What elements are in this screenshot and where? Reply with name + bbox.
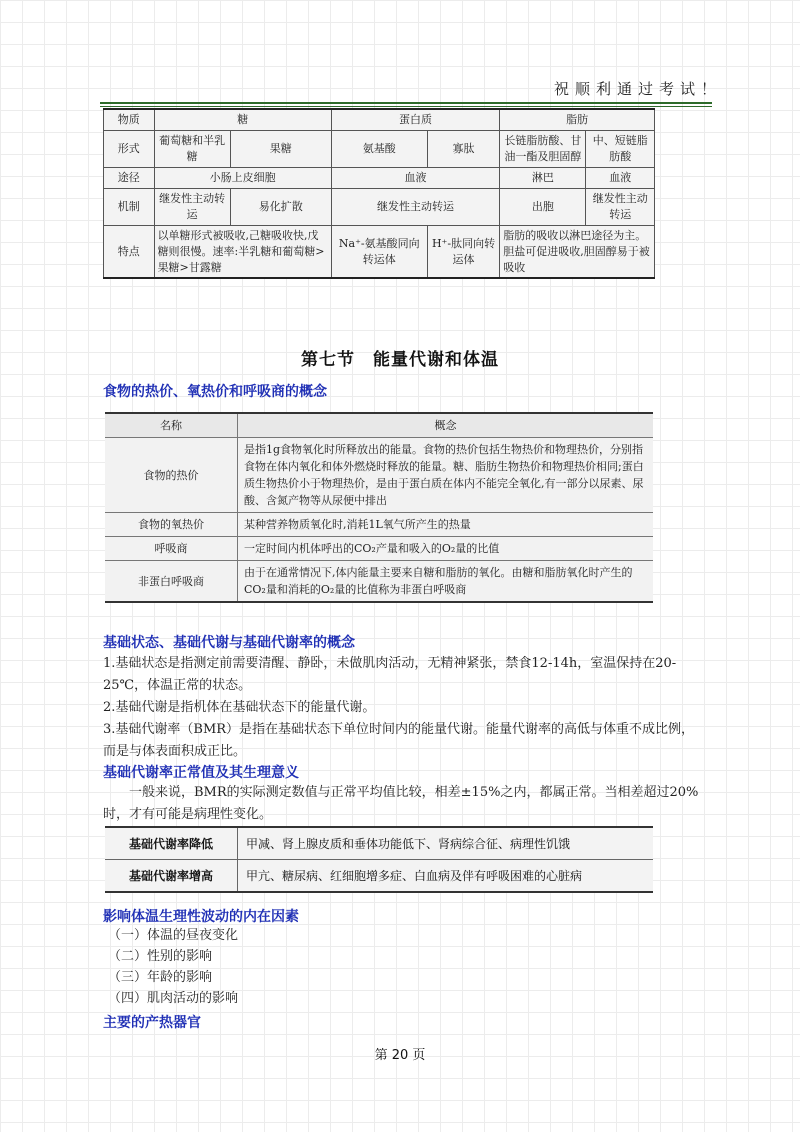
table-cell: 食物的氧热价 [105, 513, 238, 537]
table-row [104, 225, 655, 278]
heading-bmr-normal: 基础代谢率正常值及其生理意义 [103, 765, 299, 781]
table-cell: 氨基酸 [331, 130, 427, 167]
page-number: 第 20 页 [374, 1048, 426, 1063]
table-cell: 基础代谢率增高 [105, 860, 238, 893]
list-item: （三）年龄的影响 [108, 970, 213, 985]
factor-list [108, 925, 238, 1009]
table-cell: 寡肽 [427, 130, 499, 167]
table-row [105, 413, 653, 438]
concept-table [105, 412, 653, 603]
table-row [105, 860, 653, 893]
table-row [105, 438, 653, 513]
section-title: 第七节 能量代谢和体温 [301, 350, 499, 370]
table-cell: 葡萄糖和半乳糖 [154, 130, 230, 167]
basal-item: 2.基础代谢是指机体在基础状态下的能量代谢。 [103, 700, 376, 715]
table-row [104, 167, 655, 188]
bmr-table [105, 826, 653, 893]
table-cell: 形式 [104, 130, 155, 167]
bmr-paragraph: 一般来说，BMR的实际测定数值与正常平均值比较，相差±15%之内，都属正常。当相差超过20%时，才有可能是病理性变化。 [103, 785, 699, 822]
absorption-table [103, 108, 655, 279]
table-cell: 特点 [104, 225, 155, 278]
table-cell: Na⁺-氨基酸同向转运体 [331, 225, 427, 278]
table-cell: 淋巴 [500, 167, 586, 188]
table-cell: 易化扩散 [230, 188, 331, 225]
table-cell: 呼吸商 [105, 537, 238, 561]
list-item: （四）肌肉活动的影响 [108, 991, 239, 1006]
table-cell: 继发性主动转运 [154, 188, 230, 225]
table-cell: 果糖 [230, 130, 331, 167]
table-cell: 血液 [331, 167, 500, 188]
table-cell: 脂肪 [500, 109, 655, 130]
table-cell: 某种营养物质氧化时,消耗1L氧气所产生的热量 [238, 513, 654, 537]
table-cell: 小肠上皮细胞 [154, 167, 331, 188]
heading-basal-state: 基础状态、基础代谢与基础代谢率的概念 [103, 635, 355, 651]
header-divider [100, 102, 712, 107]
table-cell: 物质 [104, 109, 155, 130]
table-row [105, 513, 653, 537]
table-cell: 甲减、肾上腺皮质和垂体功能低下、肾病综合征、病理性饥饿 [238, 827, 654, 860]
heading-temperature-factors: 影响体温生理性波动的内在因素 [103, 909, 299, 925]
table-cell: 甲亢、糖尿病、红细胞增多症、白血病及伴有呼吸困难的心脏病 [238, 860, 654, 893]
table-row [104, 130, 655, 167]
table-cell: 由于在通常情况下,体内能量主要来自糖和脂肪的氧化。由糖和脂肪氧化时产生的CO₂量和消耗的O₂量的比值称为非蛋白呼吸商 [238, 561, 654, 603]
table-cell: 一定时间内机体呼出的CO₂产量和吸入的O₂量的比值 [238, 537, 654, 561]
table-row [105, 561, 653, 603]
heading-caloric-value: 食物的热价、氧热价和呼吸商的概念 [103, 384, 327, 400]
table-row [105, 827, 653, 860]
basal-item: 1.基础状态是指测定前需要清醒、静卧，未做肌肉活动，无精神紧张，禁食12-14h，室温保持在20-25℃，体温正常的状态。 [103, 656, 677, 693]
table-cell: H⁺-肽同向转运体 [427, 225, 499, 278]
table-cell: 出胞 [500, 188, 586, 225]
table-row [104, 188, 655, 225]
list-item: （一）体温的昼夜变化 [108, 928, 239, 943]
table-cell: 途径 [104, 167, 155, 188]
table-cell: 血液 [586, 167, 655, 188]
table-cell: 长链脂肪酸、甘油一酯及胆固醇 [500, 130, 586, 167]
table-cell: 中、短链脂肪酸 [586, 130, 655, 167]
table-cell: 继发性主动转运 [586, 188, 655, 225]
table-row [104, 109, 655, 130]
table-header: 概念 [238, 413, 654, 438]
table-cell: 继发性主动转运 [331, 188, 500, 225]
table-cell: 以单糖形式被吸收,己糖吸收快,戊糖则很慢。速率:半乳糖和葡萄糖>果糖>甘露糖 [154, 225, 331, 278]
list-item: （二）性别的影响 [108, 949, 213, 964]
header-motto: 祝顺利通过考试！ [553, 80, 722, 98]
table-cell: 食物的热价 [105, 438, 238, 513]
table-cell: 脂肪的吸收以淋巴途径为主。胆盐可促进吸收,胆固醇易于被吸收 [500, 225, 655, 278]
table-cell: 基础代谢率降低 [105, 827, 238, 860]
table-cell: 糖 [154, 109, 331, 130]
heading-heat-organs: 主要的产热器官 [103, 1015, 201, 1031]
basal-item: 3.基础代谢率（BMR）是指在基础状态下单位时间内的能量代谢。能量代谢率的高低与体重不成比例，而是与体表面积成正比。 [103, 722, 695, 759]
table-cell: 非蛋白呼吸商 [105, 561, 238, 603]
table-cell: 机制 [104, 188, 155, 225]
table-row [105, 537, 653, 561]
table-cell: 蛋白质 [331, 109, 500, 130]
table-cell: 是指1g食物氧化时所释放出的能量。食物的热价包括生物热价和物理热价，分别指食物在体内氧化和体外燃烧时释放的能量。糖、脂肪生物热价和物理热价相同;蛋白质生物热价小于物理热价，是由于蛋白质在体内不能完全氧化,有一部分以尿素、尿酸、含氮产物等从尿便中排出 [238, 438, 654, 513]
table-header: 名称 [105, 413, 238, 438]
